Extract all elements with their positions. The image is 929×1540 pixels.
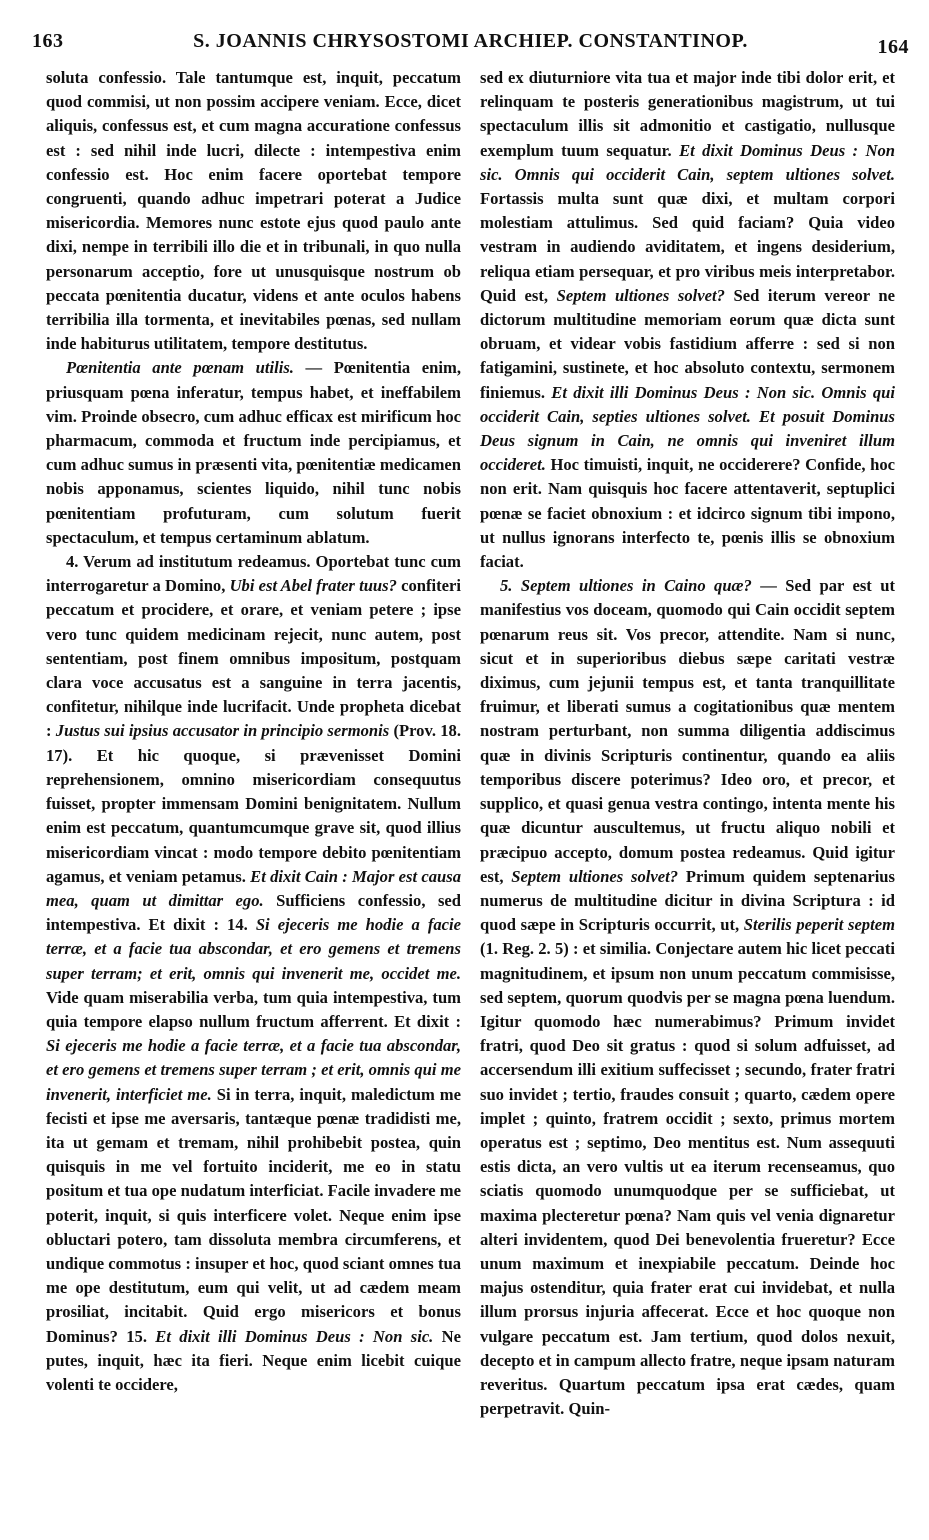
scripture-quote: Et dixit illi Dominus Deus : Non sic. — [155, 1326, 434, 1346]
right-column — [480, 66, 895, 1421]
scripture-quote: Si ejeceris me hodie a facie terræ, et a facie tua abscondar, et ero gemens et tremens super terram; et erit, omnis qui invenerit me, occidet me. — [46, 915, 461, 983]
running-header — [32, 30, 909, 66]
paragraph: soluta confessio. Tale tantumque est, inquit, peccatum quod commisi, ut non possim accipere veniam. Ecce, dicet aliquis, confessus est, et cum magna accuratione confessus est : sed nihil inde lucri, dilecte : intempestiva enim confessio est. Hoc enim facere oportebat tempore congruenti, quando adhuc impetrari poterat a Judice misericordia. Memores nunc estote ejus quod paulo ante dixi, nempe in terribili illo die et in tribunali, in quo nulla personarum acceptio, fore ut unusquisque nostrum ob peccata pœnitentia ducatur, videns et ante oculos habens terribilia illa tormenta, et inevitabiles pœnas, sed nullam inde habiturus utilitatem, tempore destitutus. — [46, 68, 461, 354]
scripture-quote: Septem ultiones solvet? — [556, 285, 725, 305]
left-column — [46, 66, 461, 1421]
scripture-quote: Si ejeceris me hodie a facie terræ, et a facie tua abscondar, et ero gemens et tremens super terram ; et erit, omnis qui me invenerit, interficiet me. — [46, 1036, 461, 1104]
section-heading: 5. Septem ultiones in Caino quæ? — [500, 576, 752, 596]
scripture-quote: Justus sui ipsius accusator in principio sermonis — [55, 721, 390, 741]
scripture-quote: Ubi est Abel frater tuus? — [229, 576, 397, 596]
section-heading: Pœnitentia ante pœnam utilis. — [66, 358, 294, 378]
scripture-quote: Et dixit illi Dominus Deus : Non sic. Omnis qui occiderit Cain, septies ultiones solvet. Et posuit Dominus Deus signum in Cain, ne omnis qui inveniret illum occideret. — [480, 382, 895, 475]
scripture-quote: Et dixit Cain : Major est causa mea, quam ut dimittar ego. — [46, 866, 462, 910]
scripture-quote: Septem ultiones solvet? — [511, 866, 679, 886]
scripture-quote: Sterilis peperit septem — [743, 915, 895, 935]
paragraph: 4. Verum ad institutum redeamus. Oportebat tunc cum interrogaretur a Domino, Ubi est Abel frater tuus? confiteri peccatum et procidere, et orare, et veniam petere ; ipse vero tunc quidem medicinam rejecit, nunc autem, post sententiam, post finem omnibus impositum, postquam clara voce accusatus est a sanguine in terra jacentis, confitetur, nihilque inde lucrifacit. Unde propheta dicebat : Justus sui ipsius accusator in principio sermonis (Prov. 18. 17). Et hic quoque, si prævenisset Domini reprehensionem, omnino misericordiam consequutus fuisset, propter immensam Domini benignitatem. Nullum enim est peccatum, quantumcumque grave sit, quod illius misericordiam vincat : modo tempore debito pœnitentiam agamus, et veniam petamus. Et dixit Cain : Major est causa mea, quam ut dimittar ego. Sufficiens confessio, sed intempestiva. Et dixit : 14. Si ejeceris me hodie a facie terræ, et a facie tua abscondar, et ero gemens et tremens super terram; et erit, omnis qui invenerit me, occidet me. Vide quam miserabilia verba, tum quia intempestiva, tum quia tempore elapso nullum fructum afferrent. Et dixit : Si ejeceris me hodie a facie terræ, et a facie tua abscondar, et ero gemens et tremens super terram ; et erit, omnis qui me invenerit, interficiet me. Si in terra, inquit, maledictum me fecisti et ipse me aversaris, tantæque pœnæ tradidisti me, ita ut gemam et tremam, nihil prohibebit postea, quin quisquis in me vel fortuito inciderit, me eo in statu positum et tua ope nudatum interficiat. Facile invadere me poterit, inquit, si quis interficere volet. Neque enim ipse obluctari potero, tam dissoluta membra circumferens, et undique commotus : insuper et hoc, quod sciant omnes tua me ope destitutum, eum qui velit, ut ad cædem meam prosiliat, incitabit. Quid ergo misericors et bonus Dominus? 15. Et dixit illi Dominus Deus : Non sic. Ne putes, inquit, hæc ita fieri. Neque enim licebit cuique volenti te occidere, — [46, 552, 462, 1394]
paragraph: 5. Septem ultiones in Caino quæ? — Sed par est ut manifestius vos doceam, quomodo qui Cain occidit septem pœnarum reus sit. Vos precor, attendite. Nam si nunc, sicut et in superioribus diebus sæpe caritati vestræ diximus, cum jejunii tempus est, et tanta tranquillitate fruimur, et liberati sumus a cogitationibus quæ mentem nostram perturbant, non summa diligentia addiscimus quæ in divinis Scripturis continentur, quando ea aliis temporibus discere poterimus? Ideo oro, et precor, et supplico, et quasi genua vestra contingo, intenta mente his quæ dicuntur auscultemus, ut fructu aliquo nobili et præcipuo accepto, domum postea redeamus. Quid igitur est, Septem ultiones solvet? Primum quidem septenarius numerus de multitudine dicitur in divina Scriptura : id quod sæpe in Scripturis occurrit, ut, Sterilis peperit septem (1. Reg. 2. 5) : et similia. Conjectare autem hic licet peccati magnitudinem, et ipsum non unum peccatum commisisse, sed septem, quorum quodvis per se magna pœna luendum. Igitur quomodo hæc numerabimus? Primum invidet fratri, quod Deo sit gratus : quod si solum adfuisset, ad accersendum illi exitium suffecisset ; secundo, frater fratri suo invidet ; tertio, fraudes consuit ; quarto, cædem opere implet ; quinto, fratrem occidit ; sexto, primus mortem operatus est ; septimo, Deo mentitus est. Num assequuti estis dicta, an vero vultis ut ea iterum recenseamus, quo sciatis quomodo unumquodque per se sufficiebat, ut maxima plecteretur pœna? Nam quis vel venia dignaretur alteri invidentem, quod Dei benevolentia frueretur? Ecce unum maximum et inexpiabile peccatum. Deinde hoc majus ostenditur, quia frater erat cui invidebat, et nulla illum prorsus injuria affecerat. Ecce et hoc quoque non vulgare peccatum est. Jam tertium, quod dolos nexuit, decepto et in campum allecto fratre, neque ipsam naturam reveritus. Quartum peccatum ipsa erat cædes, quam perpetravit. Quin- — [480, 576, 895, 1419]
paragraph: Pœnitentia ante pœnam utilis. — Pœnitentia enim, priusquam pœna inferatur, tempus habet, et ineffabilem vim. Proinde obsecro, cum adhuc efficax est mirificum hoc pharmacum, commoda et fructum inde percipiamus, et cum adhuc sumus in præsenti vita, pœnitentiæ medicamen nobis apponamus, scientes liquido, nihil tunc nobis pœnitentiam profuturam, cum solutum fuerit spectaculum, et tempus certaminum ablatum. — [46, 358, 461, 547]
page-number-left: 163 — [32, 30, 64, 52]
scripture-quote: Et dixit Dominus Deus : Non sic. Omnis qui occiderit Cain, septem ultiones solvet. — [480, 140, 896, 184]
text-columns — [46, 66, 895, 1421]
page-number-right: 164 — [877, 36, 909, 58]
paragraph: sed ex diuturniore vita tua et major inde tibi dolor erit, et relinquam te posteris generationibus magistrum, ut tui spectaculum illis sit admonitio et castigatio, nullusque exemplum tuum sequatur. Et dixit Dominus Deus : Non sic. Omnis qui occiderit Cain, septem ultiones solvet. Fortassis multa sunt quæ dixi, et multam corpori molestiam attulimus. Sed quid faciam? Quia video vestram in audiendo aviditatem, et ingens desiderium, reliqua etiam persequar, et pro viribus meis interpretabor. Quid est, Septem ultiones solvet? Sed iterum vereor ne dictorum multitudine memoriam eorum quæ dicta sunt obruam, et videar vobis fastidium afferre : sed si non fatigamini, sustinete, et hoc absoluto contextu, sermonem finiemus. Et dixit illi Dominus Deus : Non sic. Omnis qui occiderit Cain, septies ultiones solvet. Et posuit Dominus Deus signum in Cain, ne omnis qui inveniret illum occideret. Hoc timuisti, inquit, ne occiderere? Confide, hoc non erit. Nam quisquis hoc facere attentaverit, septuplici pœnæ se faciet obnoxium : et idcirco signum tibi impono, ut nullus ignorans interfecto te, pœnis illis se obnoxium faciat. — [480, 68, 896, 572]
running-title: S. JOANNIS CHRYSOSTOMI ARCHIEP. CONSTANTINOP. — [193, 30, 748, 52]
